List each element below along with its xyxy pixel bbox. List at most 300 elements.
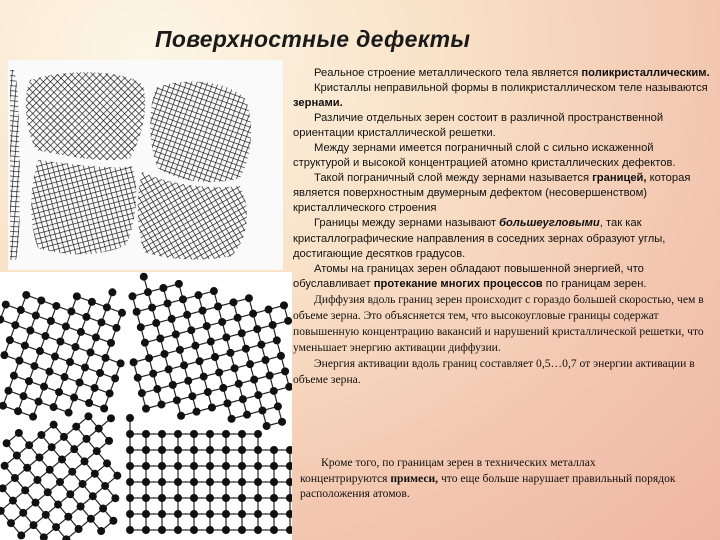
lattice-atom bbox=[184, 377, 192, 385]
lattice-atom bbox=[97, 527, 105, 535]
text-run: примеси, bbox=[390, 471, 439, 485]
lattice-atom bbox=[187, 326, 195, 334]
lattice-atom bbox=[286, 494, 292, 502]
lattice-atom bbox=[117, 359, 125, 367]
lattice-atom bbox=[126, 494, 134, 502]
lattice-atom bbox=[226, 349, 234, 357]
lattice-atom bbox=[258, 407, 266, 415]
lattice-atom bbox=[81, 363, 89, 371]
lattice-atom bbox=[250, 376, 258, 384]
lattice-atom bbox=[126, 510, 134, 518]
lattice-atom bbox=[254, 446, 262, 454]
lattice-atom bbox=[222, 494, 230, 502]
lattice-atom bbox=[77, 503, 85, 511]
lattice-atom bbox=[174, 478, 182, 486]
lattice-atom bbox=[158, 494, 166, 502]
lattice-atom bbox=[196, 357, 204, 365]
paragraph bbox=[293, 81, 713, 111]
lattice-atom bbox=[238, 446, 246, 454]
lattice-atom bbox=[134, 374, 142, 382]
lattice-atom bbox=[210, 287, 218, 295]
lattice-atom bbox=[29, 413, 37, 421]
lattice-atom bbox=[142, 494, 150, 502]
lattice-atom bbox=[158, 462, 166, 470]
lattice-atom bbox=[238, 462, 246, 470]
lattice-atom bbox=[180, 361, 188, 369]
lattice-atom bbox=[70, 445, 78, 453]
lattice-atom bbox=[174, 446, 182, 454]
lattice-atom bbox=[246, 360, 254, 368]
footer-text bbox=[300, 455, 680, 502]
text-run: Между зернами имеется пограничный слой с сильно искаженной структурой и высокой концентрацией атомно кристаллических дефектов. bbox=[293, 142, 676, 170]
lattice-atom bbox=[174, 430, 182, 438]
lattice-atom bbox=[118, 309, 126, 317]
lattice-atom bbox=[238, 430, 246, 438]
text-run: большеугловыми bbox=[499, 217, 600, 230]
lattice-atom bbox=[40, 383, 48, 391]
lattice-atom bbox=[52, 523, 60, 531]
text-run: Такой пограничный слой между зернами называется bbox=[314, 172, 593, 185]
lattice-atom bbox=[174, 462, 182, 470]
lattice-atom bbox=[174, 494, 182, 502]
grain bbox=[31, 160, 136, 254]
lattice-atom bbox=[245, 294, 253, 302]
lattice-atom bbox=[262, 356, 270, 364]
lattice-atom bbox=[93, 447, 101, 455]
slide-title: Поверхностные дефекты bbox=[155, 26, 471, 52]
lattice-atom bbox=[165, 365, 173, 373]
lattice-atom bbox=[82, 435, 90, 443]
lattice-atom bbox=[148, 304, 156, 312]
text-run: , так как кристаллографические направления в соседних зернах образуют углы, достигающие десятков градусов. bbox=[293, 217, 666, 260]
lattice-atom bbox=[270, 462, 278, 470]
lattice-atom bbox=[56, 478, 64, 486]
lattice-atom bbox=[206, 478, 214, 486]
lattice-atom bbox=[99, 504, 107, 512]
lattice-atom bbox=[231, 364, 239, 372]
lattice-atom bbox=[140, 273, 148, 281]
lattice-atom bbox=[223, 399, 231, 407]
lattice-atom bbox=[149, 370, 157, 378]
lattice-atom bbox=[0, 316, 4, 324]
lattice-atom bbox=[51, 353, 59, 361]
lattice-atom bbox=[71, 343, 79, 351]
text-run: Кроме того, по границам зерен в технических металлах концентрируются bbox=[300, 456, 596, 485]
lattice-atom bbox=[179, 295, 187, 303]
lattice-atom bbox=[158, 446, 166, 454]
lattice-atom bbox=[215, 368, 223, 376]
lattice-atom bbox=[56, 337, 64, 345]
lattice-atom bbox=[243, 411, 251, 419]
lattice-atom bbox=[190, 462, 198, 470]
lattice-atom bbox=[15, 429, 23, 437]
lattice-atom bbox=[37, 431, 45, 439]
lattice-atom bbox=[103, 303, 111, 311]
lattice-atom bbox=[25, 441, 33, 449]
lattice-atom bbox=[191, 342, 199, 350]
lattice-atom bbox=[160, 350, 168, 358]
lattice-atom bbox=[35, 453, 43, 461]
grain bbox=[10, 70, 20, 260]
lattice-atom bbox=[85, 399, 93, 407]
lattice-atom bbox=[280, 301, 288, 309]
lattice-atom bbox=[204, 388, 212, 396]
lattice-atom bbox=[206, 510, 214, 518]
lattice-atom bbox=[156, 335, 164, 343]
lattice-atom bbox=[164, 299, 172, 307]
lattice-atom bbox=[11, 474, 19, 482]
lattice-atom bbox=[133, 308, 141, 316]
lattice-atom bbox=[142, 405, 150, 413]
lattice-atom bbox=[112, 324, 120, 332]
lattice-atom bbox=[141, 339, 149, 347]
text-run: которая является поверхностным двумерным дефектом (несовершенством) кристаллического строения bbox=[293, 172, 691, 215]
lattice-atom bbox=[174, 526, 182, 534]
lattice-atom bbox=[2, 301, 10, 309]
lattice-atom bbox=[234, 314, 242, 322]
lattice-atom bbox=[35, 398, 43, 406]
lattice-atom bbox=[137, 323, 145, 331]
lattice-atom bbox=[37, 296, 45, 304]
lattice-atom bbox=[62, 322, 70, 330]
lattice-atom bbox=[270, 510, 278, 518]
lattice-atom bbox=[1, 462, 9, 470]
lattice-atom bbox=[190, 446, 198, 454]
paragraph bbox=[293, 262, 713, 292]
lattice-atom bbox=[218, 318, 226, 326]
lattice-atom bbox=[176, 346, 184, 354]
lattice-atom bbox=[111, 374, 119, 382]
lattice-atom bbox=[13, 452, 21, 460]
lattice-atom bbox=[0, 402, 7, 410]
paragraph bbox=[293, 66, 713, 81]
paragraph bbox=[293, 141, 713, 171]
lattice-atom bbox=[158, 526, 166, 534]
lattice-atom bbox=[67, 307, 75, 315]
lattice-atom bbox=[58, 455, 66, 463]
lattice-atom bbox=[270, 526, 278, 534]
text-run: Различие отдельных зерен состоит в различной пространственной ориентации кристаллической решетки. bbox=[293, 112, 664, 140]
lattice-atom bbox=[100, 404, 108, 412]
lattice-atom bbox=[145, 354, 153, 362]
lattice-atom bbox=[254, 526, 262, 534]
lattice-atom bbox=[222, 446, 230, 454]
lattice-atom bbox=[87, 348, 95, 356]
lattice-atom bbox=[79, 480, 87, 488]
text-run: Энергия активации вдоль границ составляет 0,5…0,7 от энергии активации в объеме зерна. bbox=[293, 356, 695, 386]
paragraph bbox=[293, 171, 713, 216]
lattice-atom bbox=[206, 430, 214, 438]
lattice-atom bbox=[41, 332, 49, 340]
lattice-atom bbox=[270, 387, 278, 395]
lattice-atom bbox=[7, 519, 15, 527]
lattice-atom bbox=[286, 526, 292, 534]
lattice-atom bbox=[97, 318, 105, 326]
lattice-atom bbox=[158, 478, 166, 486]
lattice-atom bbox=[211, 353, 219, 361]
lattice-atom bbox=[61, 373, 69, 381]
lattice-atom bbox=[77, 328, 85, 336]
lattice-atom bbox=[26, 327, 34, 335]
lattice-atom bbox=[206, 526, 214, 534]
lattice-atom bbox=[21, 342, 29, 350]
lattice-atom bbox=[265, 306, 273, 314]
lattice-atom bbox=[84, 412, 92, 420]
lattice-atom bbox=[177, 412, 185, 420]
lattice-atom bbox=[190, 478, 198, 486]
text-run: поликристаллическим. bbox=[581, 67, 710, 79]
lattice-atom bbox=[68, 468, 76, 476]
lattice-atom bbox=[214, 302, 222, 310]
lattice-atom bbox=[20, 392, 28, 400]
lattice-atom bbox=[91, 470, 99, 478]
lattice-atom bbox=[206, 446, 214, 454]
lattice-atom bbox=[96, 369, 104, 377]
lattice-atom bbox=[270, 446, 278, 454]
lattice-atom bbox=[44, 488, 52, 496]
lattice-atom bbox=[203, 322, 211, 330]
lattice-atom bbox=[190, 494, 198, 502]
atomic-lattice-figure bbox=[0, 272, 292, 540]
lattice-atom bbox=[50, 421, 58, 429]
lattice-atom bbox=[206, 462, 214, 470]
lattice-atom bbox=[19, 509, 27, 517]
lattice-atom bbox=[254, 462, 262, 470]
paragraph bbox=[293, 292, 713, 356]
lattice-atom bbox=[4, 387, 12, 395]
lattice-atom bbox=[207, 338, 215, 346]
lattice-atom bbox=[142, 526, 150, 534]
lattice-atom bbox=[73, 292, 81, 300]
lattice-atom bbox=[270, 494, 278, 502]
lattice-atom bbox=[87, 515, 95, 523]
lattice-atom bbox=[126, 478, 134, 486]
lattice-atom bbox=[50, 403, 58, 411]
lattice-atom bbox=[113, 472, 121, 480]
lattice-atom bbox=[17, 531, 25, 539]
lattice-atom bbox=[142, 510, 150, 518]
text-run: Диффузия вдоль границ зерен происходит с гораздо большей скоростью, чем в объеме зерна. Это объясняется тем, что высокоугловые границы содержат повышенную концентрацию вакансий и нарушений кристаллической решетки, что уменьшает энергию активации диффузии. bbox=[293, 292, 704, 354]
lattice-atom bbox=[142, 462, 150, 470]
lattice-atom bbox=[144, 288, 152, 296]
lattice-atom bbox=[30, 521, 38, 529]
lattice-atom bbox=[263, 422, 271, 430]
lattice-atom bbox=[183, 311, 191, 319]
lattice-atom bbox=[0, 351, 8, 359]
lattice-atom bbox=[208, 404, 216, 412]
lattice-atom bbox=[60, 433, 68, 441]
text-run: Реальное строение металлического тела является bbox=[314, 67, 582, 79]
lattice-atom bbox=[222, 526, 230, 534]
text-run: Границы между зернами называют bbox=[314, 217, 500, 230]
lattice-atom bbox=[70, 394, 78, 402]
lattice-atom bbox=[102, 354, 110, 362]
lattice-atom bbox=[3, 439, 11, 447]
lattice-atom bbox=[47, 317, 55, 325]
lattice-atom bbox=[126, 462, 134, 470]
lattice-atom bbox=[15, 357, 23, 365]
lattice-atom bbox=[235, 380, 243, 388]
lattice-atom bbox=[285, 383, 292, 391]
lattice-atom bbox=[158, 430, 166, 438]
lattice-atom bbox=[126, 430, 134, 438]
lattice-atom bbox=[92, 333, 100, 341]
lattice-atom bbox=[254, 494, 262, 502]
lattice-atom bbox=[54, 501, 62, 509]
lattice-atom bbox=[286, 462, 292, 470]
lattice-atom bbox=[238, 329, 246, 337]
lattice-atom bbox=[103, 459, 111, 467]
lattice-atom bbox=[142, 446, 150, 454]
lattice-atom bbox=[75, 525, 83, 533]
lattice-atom bbox=[52, 302, 60, 310]
lattice-atom bbox=[21, 486, 29, 494]
lattice-atom bbox=[11, 321, 19, 329]
lattice-atom bbox=[286, 478, 292, 486]
lattice-atom bbox=[254, 510, 262, 518]
grain bbox=[150, 82, 251, 183]
lattice-atom bbox=[130, 358, 138, 366]
lattice-atom bbox=[138, 389, 146, 397]
lattice-atom bbox=[14, 407, 22, 415]
main-text bbox=[293, 66, 713, 388]
lattice-atom bbox=[253, 325, 261, 333]
lattice-atom bbox=[239, 395, 247, 403]
lattice-atom bbox=[172, 330, 180, 338]
lattice-atom bbox=[76, 379, 84, 387]
lattice-atom bbox=[157, 400, 165, 408]
lattice-atom bbox=[46, 466, 54, 474]
lattice-atom bbox=[206, 494, 214, 502]
lattice-atom bbox=[278, 418, 286, 426]
lattice-atom bbox=[82, 313, 90, 321]
lattice-atom bbox=[6, 336, 14, 344]
lattice-atom bbox=[33, 476, 41, 484]
lattice-atom bbox=[175, 280, 183, 288]
lattice-atom bbox=[106, 389, 114, 397]
lattice-atom bbox=[108, 288, 116, 296]
text-run: по границам зерен. bbox=[542, 277, 647, 290]
text-run: Атомы на границах зерен обладают повышенной энергией, что обуславливает bbox=[293, 262, 644, 290]
lattice-atom bbox=[270, 478, 278, 486]
text-run: что еще больше нарушает правильный порядок расположения атомов. bbox=[300, 471, 676, 500]
lattice-atom bbox=[89, 492, 97, 500]
lattice-atom bbox=[249, 310, 257, 318]
text-run: границей, bbox=[592, 172, 647, 185]
lattice-atom bbox=[101, 482, 109, 490]
lattice-atom bbox=[222, 510, 230, 518]
lattice-atom bbox=[64, 513, 72, 521]
lattice-atom bbox=[193, 408, 201, 416]
lattice-atom bbox=[200, 373, 208, 381]
lattice-atom bbox=[286, 446, 292, 454]
lattice-atom bbox=[88, 298, 96, 306]
lattice-atom bbox=[228, 415, 236, 423]
paragraph bbox=[293, 216, 713, 261]
lattice-atom bbox=[23, 464, 31, 472]
lattice-atom bbox=[9, 497, 17, 505]
grain-micrograph-figure bbox=[8, 60, 283, 270]
lattice-atom bbox=[274, 402, 282, 410]
grain bbox=[26, 72, 145, 160]
lattice-atom bbox=[31, 499, 39, 507]
lattice-atom bbox=[238, 478, 246, 486]
lattice-atom bbox=[32, 312, 40, 320]
lattice-atom bbox=[107, 339, 115, 347]
lattice-atom bbox=[273, 336, 281, 344]
lattice-atom bbox=[281, 367, 289, 375]
lattice-atom bbox=[222, 430, 230, 438]
lattice-atom bbox=[168, 315, 176, 323]
lattice-atom bbox=[242, 345, 250, 353]
lattice-atom bbox=[284, 317, 292, 325]
text-run: зернами. bbox=[293, 97, 343, 110]
lattice-atom bbox=[42, 511, 50, 519]
lattice-atom bbox=[66, 358, 74, 366]
lattice-atom bbox=[153, 385, 161, 393]
lattice-atom bbox=[174, 510, 182, 518]
lattice-atom bbox=[109, 517, 117, 525]
lattice-atom bbox=[222, 462, 230, 470]
lattice-atom bbox=[188, 392, 196, 400]
text-run: протекание многих процессов bbox=[373, 277, 543, 290]
lattice-atom bbox=[254, 478, 262, 486]
lattice-atom bbox=[194, 291, 202, 299]
lattice-atom bbox=[257, 341, 265, 349]
lattice-atom bbox=[107, 414, 115, 422]
lattice-atom bbox=[65, 409, 73, 417]
lattice-atom bbox=[30, 362, 38, 370]
grain bbox=[138, 172, 247, 259]
lattice-atom bbox=[152, 319, 160, 327]
lattice-atom bbox=[190, 510, 198, 518]
lattice-atom bbox=[169, 381, 177, 389]
lattice-atom bbox=[219, 384, 227, 392]
lattice-atom bbox=[105, 437, 113, 445]
lattice-atom bbox=[10, 372, 18, 380]
lattice-atom bbox=[126, 414, 134, 422]
lattice-atom bbox=[229, 298, 237, 306]
lattice-atom bbox=[222, 478, 230, 486]
lattice-atom bbox=[72, 423, 80, 431]
lattice-atom bbox=[254, 430, 262, 438]
lattice-atom bbox=[48, 443, 56, 451]
lattice-atom bbox=[254, 391, 262, 399]
lattice-atom bbox=[159, 284, 167, 292]
lattice-atom bbox=[126, 446, 134, 454]
lattice-atom bbox=[238, 510, 246, 518]
lattice-atom bbox=[81, 457, 89, 465]
lattice-atom bbox=[190, 430, 198, 438]
lattice-atom bbox=[142, 478, 150, 486]
lattice-atom bbox=[55, 388, 63, 396]
lattice-atom bbox=[66, 490, 74, 498]
lattice-atom bbox=[199, 307, 207, 315]
lattice-atom bbox=[190, 526, 198, 534]
lattice-atom bbox=[173, 396, 181, 404]
lattice-atom bbox=[95, 425, 103, 433]
lattice-atom bbox=[222, 333, 230, 341]
lattice-atom bbox=[158, 510, 166, 518]
lattice-atom bbox=[269, 321, 277, 329]
lattice-atom bbox=[22, 291, 30, 299]
lattice-atom bbox=[45, 368, 53, 376]
lattice-atom bbox=[17, 306, 25, 314]
paragraph bbox=[293, 111, 713, 141]
lattice-atom bbox=[126, 526, 134, 534]
lattice-atom bbox=[238, 494, 246, 502]
lattice-atom bbox=[277, 352, 285, 360]
